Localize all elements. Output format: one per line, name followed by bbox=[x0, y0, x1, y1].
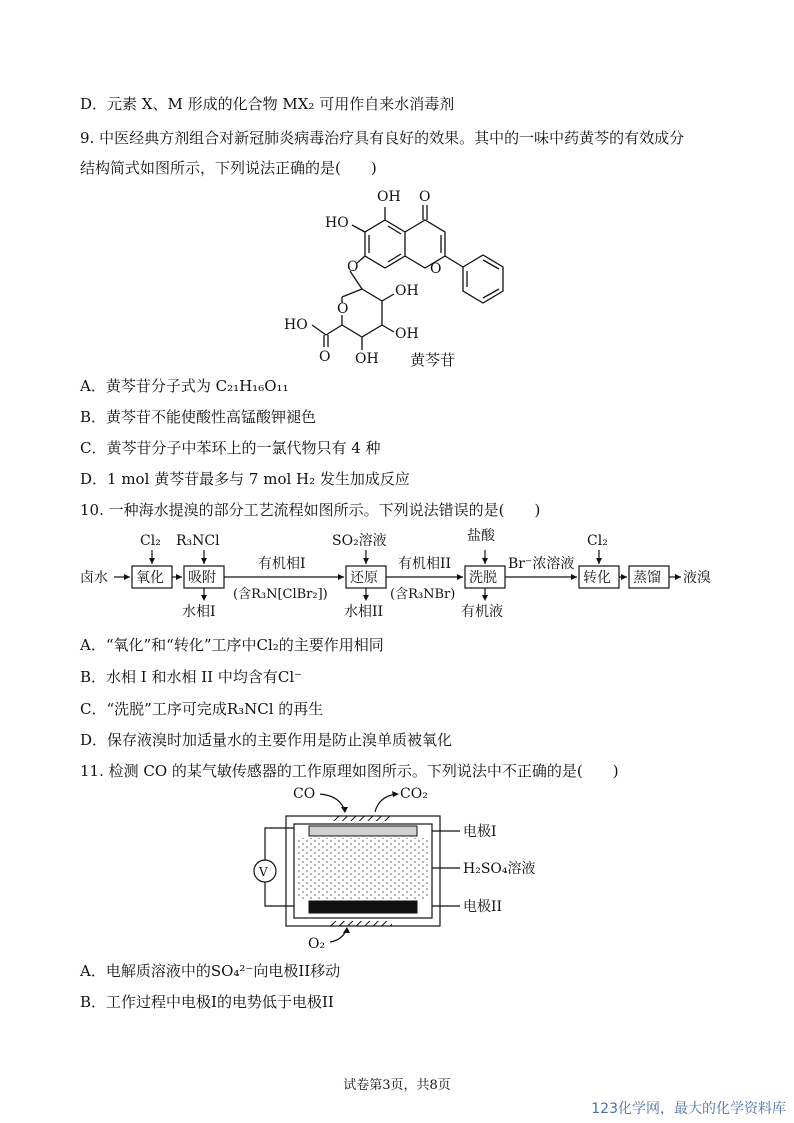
o2-label: O₂ bbox=[308, 936, 326, 952]
sugar-o-label: O bbox=[337, 301, 349, 317]
voltmeter-label: V bbox=[259, 865, 268, 879]
arrow1-bottom: (含R₃N[ClBr₂]) bbox=[233, 587, 328, 602]
box-reduction: 还原 bbox=[350, 570, 378, 586]
flow-end: 液溴 bbox=[683, 570, 711, 586]
output-organic: 有机液 bbox=[461, 604, 503, 620]
q11-option-a: A．电解质溶液中的SO₄²⁻向电极II移动 bbox=[80, 962, 341, 980]
flow-start: 卤水 bbox=[80, 570, 108, 586]
arrow3-top: Br⁻浓溶液 bbox=[508, 556, 575, 572]
q9-stem-line2: 结构简式如图所示，下列说法正确的是( ) bbox=[80, 159, 377, 177]
input-cl2-2: Cl₂ bbox=[587, 533, 608, 549]
co-label: CO bbox=[293, 786, 316, 802]
box-conversion: 转化 bbox=[583, 570, 611, 586]
bromine-flowchart bbox=[78, 528, 722, 620]
oh-sugar2-label: OH bbox=[395, 326, 419, 342]
q9-option-d: D．1 mol 黄芩苷最多与 7 mol H₂ 发生加成反应 bbox=[80, 470, 410, 488]
q8-option-d: D．元素 X、M 形成的化合物 MX₂ 可用作自来水消毒剂 bbox=[80, 95, 455, 113]
q11-option-b: B．工作过程中电极I的电势低于电极II bbox=[80, 993, 334, 1011]
q9-option-a: A．黄芩苷分子式为 C₂₁H₁₆O₁₁ bbox=[80, 377, 289, 395]
watermark: 123化学网，最大的化学资料库 bbox=[591, 1101, 786, 1117]
solution-label: H₂SO₄溶液 bbox=[463, 861, 536, 877]
page-footer: 试卷第3页，共8页 bbox=[343, 1078, 451, 1093]
input-so2: SO₂溶液 bbox=[332, 533, 387, 549]
arrow1-top: 有机相I bbox=[258, 556, 306, 572]
ring-o-label: O bbox=[430, 261, 442, 277]
input-r3ncl: R₃NCl bbox=[176, 533, 220, 549]
q9-option-b: B．黄芩苷不能使酸性高锰酸钾褪色 bbox=[80, 408, 317, 426]
box-oxidation: 氧化 bbox=[136, 570, 164, 586]
ho-acid-label: HO bbox=[284, 317, 308, 333]
linker-o-label: O bbox=[347, 259, 359, 275]
q9-stem-line1: 9. 中医经典方剂组合对新冠肺炎病毒治疗具有良好的效果。其中的一味中药黄芩的有效成分 bbox=[80, 129, 685, 147]
q10-option-b: B．水相 I 和水相 II 中均含有Cl⁻ bbox=[80, 668, 303, 686]
box-adsorption: 吸附 bbox=[188, 570, 216, 586]
acid-o-label: O bbox=[319, 349, 331, 365]
co2-label: CO₂ bbox=[400, 786, 428, 802]
output-aqueous-1: 水相I bbox=[182, 604, 216, 620]
oh-sugar1-label: OH bbox=[395, 283, 419, 299]
co-sensor-diagram bbox=[245, 782, 565, 954]
output-aqueous-2: 水相II bbox=[344, 604, 384, 620]
compound-name: 黄芩苷 bbox=[410, 351, 456, 369]
arrow2-top: 有机相II bbox=[398, 556, 452, 572]
input-cl2-1: Cl₂ bbox=[140, 533, 161, 549]
carbonyl-o-label: O bbox=[419, 189, 431, 205]
electrode2-label: 电极II bbox=[463, 899, 503, 915]
q10-option-c: C．“洗脱”工序可完成R₃NCl 的再生 bbox=[80, 700, 324, 718]
q10-option-a: A．“氧化”和“转化”工序中Cl₂的主要作用相同 bbox=[80, 636, 384, 654]
q11-stem: 11. 检测 CO 的某气敏传感器的工作原理如图所示。下列说法中不正确的是( ) bbox=[80, 762, 619, 780]
q9-option-c: C．黄芩苷分子中苯环上的一氯代物只有 4 种 bbox=[80, 439, 381, 457]
electrode1-label: 电极I bbox=[463, 824, 497, 840]
q10-stem: 10. 一种海水提溴的部分工艺流程如图所示。下列说法错误的是( ) bbox=[80, 501, 541, 519]
box-distillation: 蒸馏 bbox=[633, 570, 661, 586]
arrow2-bottom: (含R₃NBr) bbox=[390, 587, 456, 602]
box-elution: 洗脱 bbox=[469, 570, 497, 586]
oh-c5-label: OH bbox=[377, 189, 401, 205]
oh-sugar3-label: OH bbox=[355, 351, 379, 367]
baicalin-structure bbox=[270, 185, 540, 375]
input-hcl: 盐酸 bbox=[467, 528, 495, 544]
q10-option-d: D．保存液溴时加适量水的主要作用是防止溴单质被氧化 bbox=[80, 731, 453, 749]
ho-c6-label: HO bbox=[325, 215, 349, 231]
